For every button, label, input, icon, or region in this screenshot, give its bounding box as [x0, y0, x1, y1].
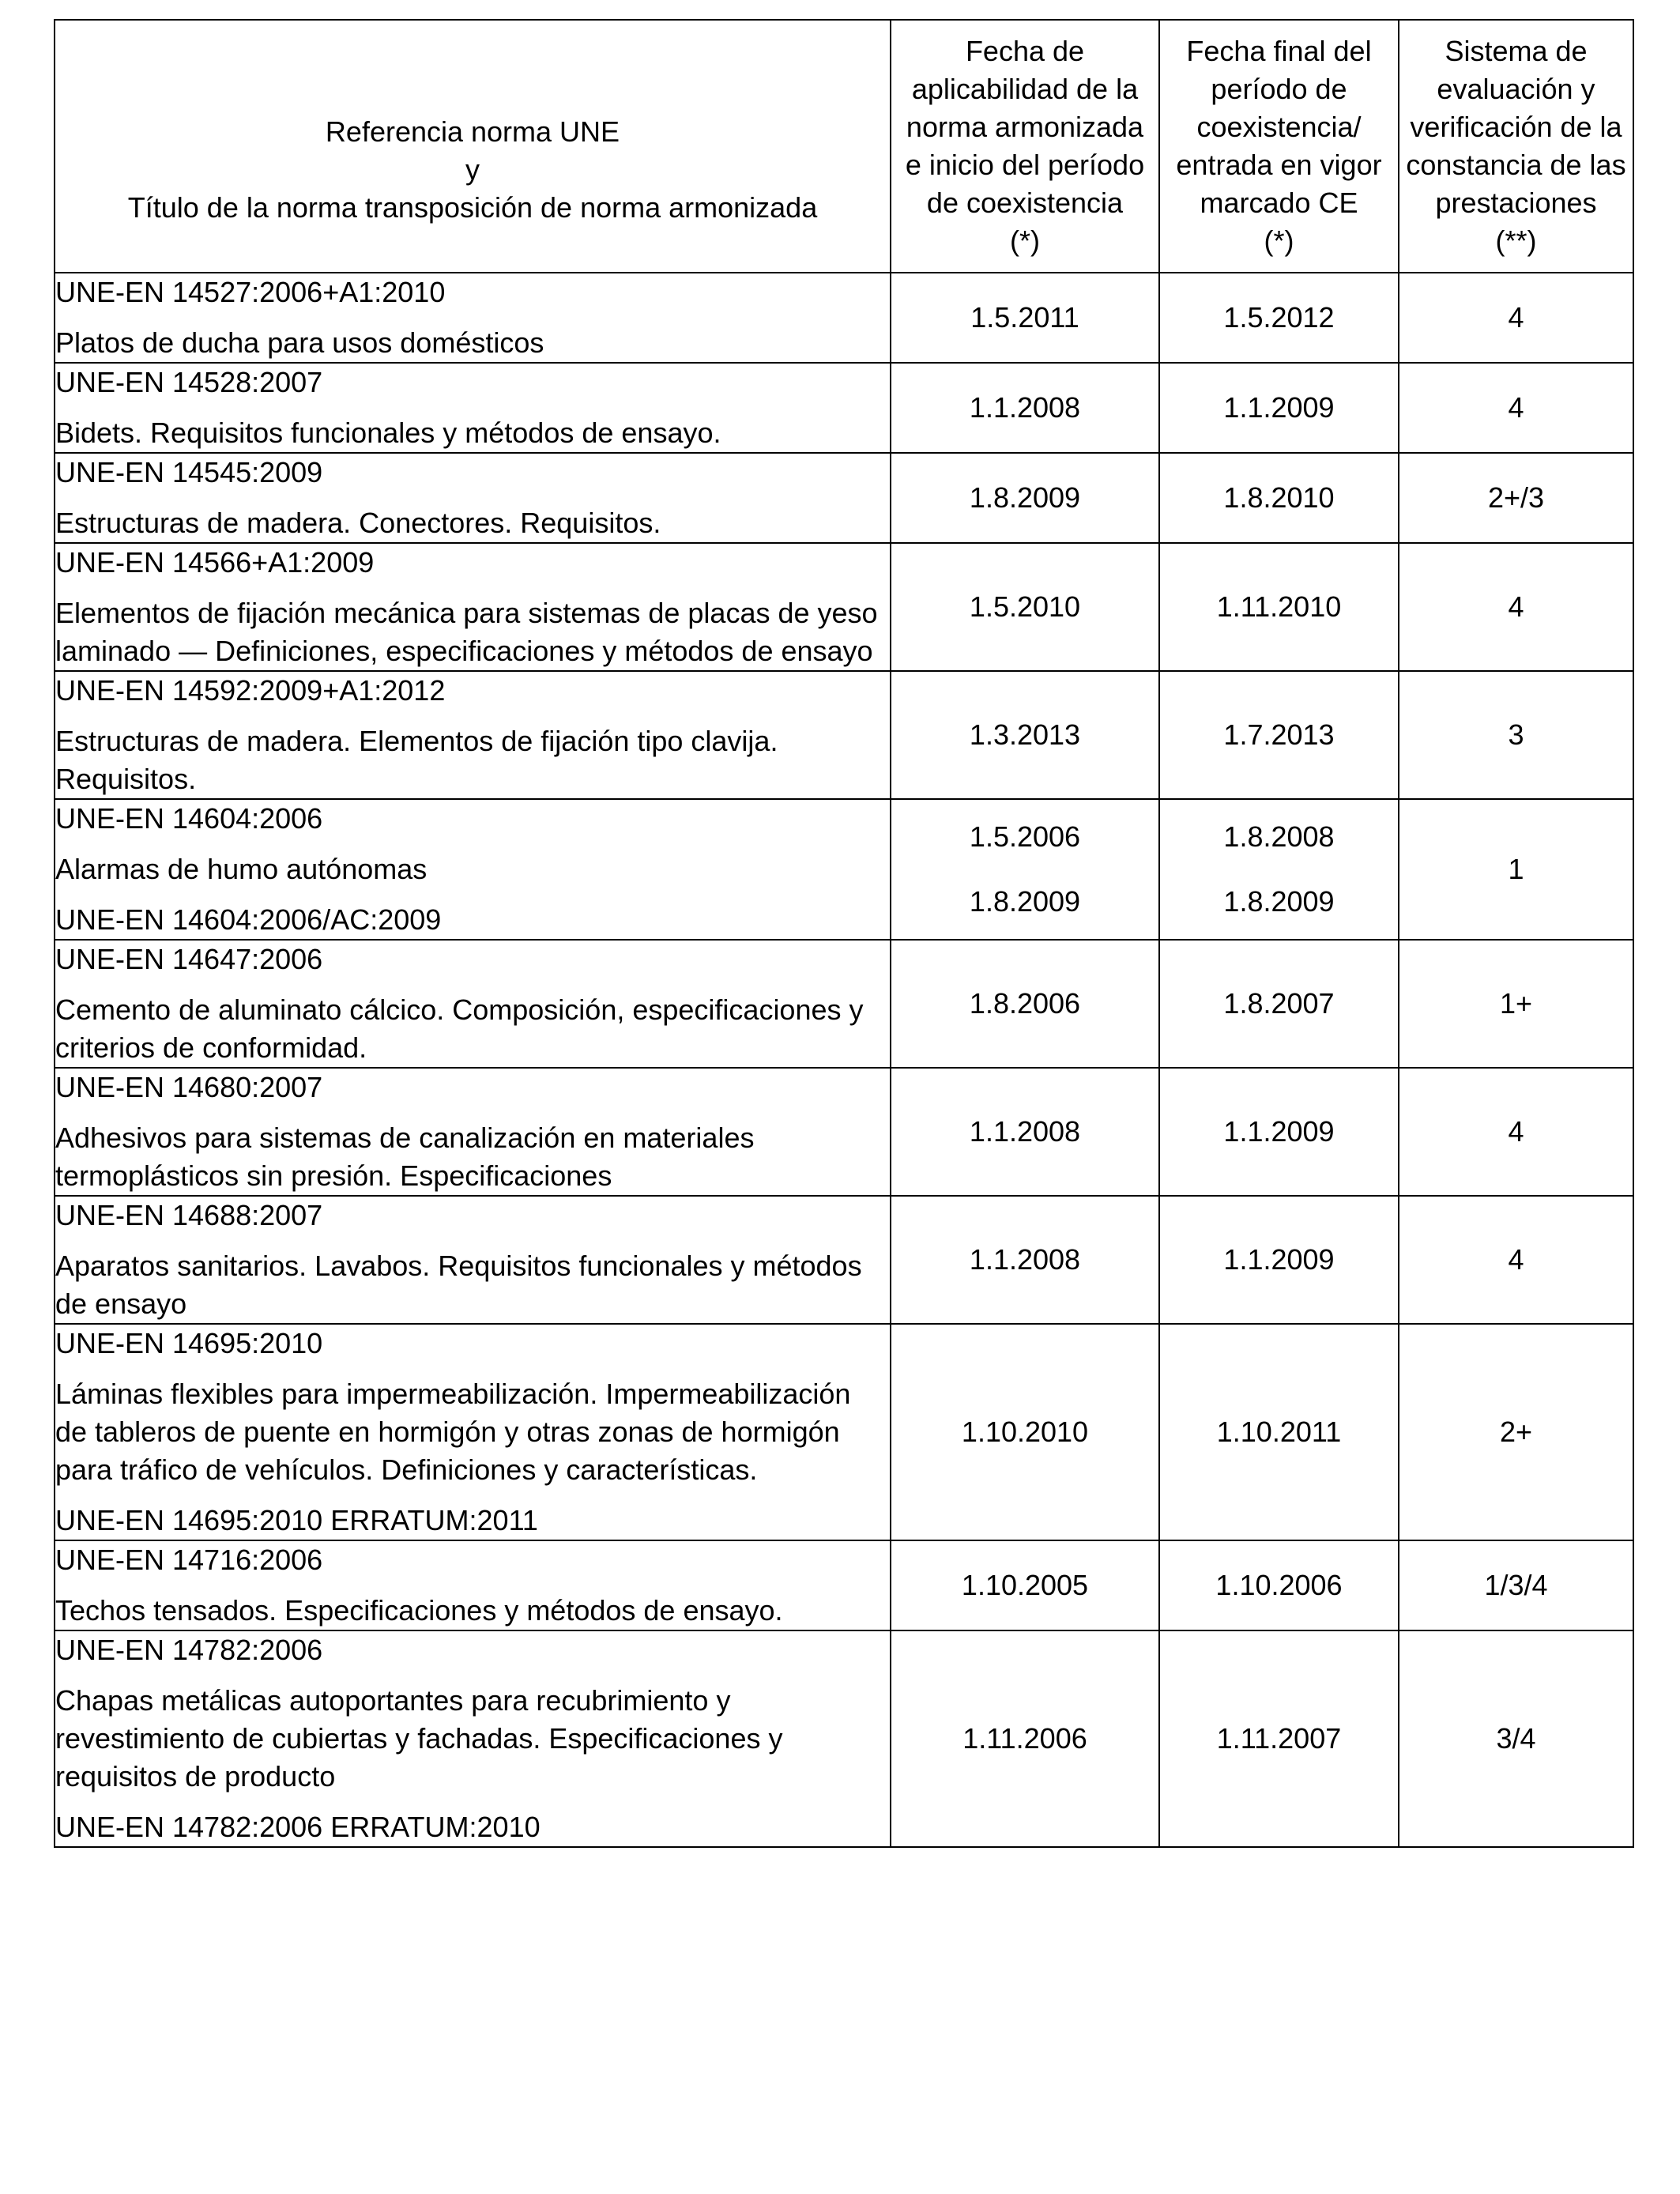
applicability-date: 1.3.2013	[891, 671, 1159, 799]
table-row	[55, 273, 1633, 363]
coexistence-end-date: 1.10.2011	[1159, 1324, 1399, 1540]
standard-reference: UNE-EN 14647:2006	[55, 943, 323, 975]
table-row	[55, 543, 1633, 671]
standard-cell	[55, 671, 891, 799]
table-row	[55, 1540, 1633, 1630]
standard-cell	[55, 363, 891, 453]
table-row	[55, 1196, 1633, 1324]
table-row	[55, 940, 1633, 1068]
assessment-system: 1/3/4	[1399, 1540, 1633, 1630]
standard-title: Elementos de fijación mecánica para sistemas de placas de yeso laminado — Definiciones, especificaciones y métodos de ensayo	[55, 597, 878, 667]
coexistence-end-date: 1.11.2010	[1159, 543, 1399, 671]
coexistence-end-date: 1.1.2009	[1159, 363, 1399, 453]
standard-title: Techos tensados. Especificaciones y métodos de ensayo.	[55, 1594, 783, 1627]
table-row	[55, 671, 1633, 799]
coexistence-end-date-cell	[1159, 799, 1399, 940]
assessment-system: 1	[1399, 799, 1633, 940]
standard-reference: UNE-EN 14527:2006+A1:2010	[55, 276, 446, 308]
standard-reference: UNE-EN 14592:2009+A1:2012	[55, 674, 446, 707]
applicability-date: 1.1.2008	[891, 1068, 1159, 1196]
coexistence-end-date: 1.10.2006	[1159, 1540, 1399, 1630]
standard-reference: UNE-EN 14782:2006	[55, 1634, 323, 1666]
coexistence-end-date: 1.11.2007	[1159, 1630, 1399, 1847]
standard-erratum: UNE-EN 14782:2006 ERRATUM:2010	[55, 1811, 541, 1843]
applicability-date: 1.10.2005	[891, 1540, 1159, 1630]
standard-title: Platos de ducha para usos domésticos	[55, 326, 544, 359]
coexistence-end-date: 1.7.2013	[1159, 671, 1399, 799]
table-row	[55, 363, 1633, 453]
standard-reference: UNE-EN 14716:2006	[55, 1544, 323, 1576]
standard-title: Láminas flexibles para impermeabilización. Impermeabilización de tableros de puente en hormigón y otras zonas de hormigón para tráfico de vehículos. Definiciones y características.	[55, 1378, 851, 1486]
harmonized-standards-table	[54, 19, 1634, 1848]
standard-title: Estructuras de madera. Conectores. Requisitos.	[55, 507, 661, 539]
standard-title: Estructuras de madera. Elementos de fijación tipo clavija. Requisitos.	[55, 725, 778, 795]
standard-cell	[55, 940, 891, 1068]
standard-title: Cemento de aluminato cálcico. Composición, especificaciones y criterios de conformidad.	[55, 993, 864, 1064]
standard-reference: UNE-EN 14680:2007	[55, 1071, 323, 1103]
table-row	[55, 453, 1633, 543]
amendment-applicability-date: 1.8.2009	[969, 885, 1081, 918]
applicability-date: 1.11.2006	[891, 1630, 1159, 1847]
assessment-system: 4	[1399, 363, 1633, 453]
applicability-date: 1.5.2010	[891, 543, 1159, 671]
coexistence-end-date: 1.8.2010	[1159, 453, 1399, 543]
assessment-system: 4	[1399, 273, 1633, 363]
header-applicability-date: Fecha de aplicabilidad de la norma armonizada e inicio del período de coexistencia (*)	[891, 20, 1159, 273]
applicability-date: 1.5.2006	[969, 820, 1081, 853]
standard-reference: UNE-EN 14695:2010	[55, 1327, 323, 1359]
applicability-date: 1.8.2009	[891, 453, 1159, 543]
header-reference: Referencia norma UNE y Título de la norma transposición de norma armonizada	[55, 20, 891, 273]
standard-reference: UNE-EN 14545:2009	[55, 456, 323, 488]
standard-title: Alarmas de humo autónomas	[55, 853, 428, 885]
coexistence-end-date: 1.5.2012	[1159, 273, 1399, 363]
standard-cell	[55, 273, 891, 363]
coexistence-end-date: 1.1.2009	[1159, 1196, 1399, 1324]
standard-title: Chapas metálicas autoportantes para recubrimiento y revestimiento de cubiertas y fachadas. Especificaciones y requisitos de producto	[55, 1684, 783, 1793]
standard-erratum: UNE-EN 14695:2010 ERRATUM:2011	[55, 1504, 538, 1536]
standard-cell	[55, 1324, 891, 1540]
standard-title: Aparatos sanitarios. Lavabos. Requisitos funcionales y métodos de ensayo	[55, 1250, 862, 1320]
amendment-end-date: 1.8.2009	[1223, 885, 1335, 918]
assessment-system: 4	[1399, 1068, 1633, 1196]
standard-cell	[55, 543, 891, 671]
assessment-system: 4	[1399, 1196, 1633, 1324]
standard-title: Bidets. Requisitos funcionales y métodos de ensayo.	[55, 417, 721, 449]
standard-cell	[55, 799, 891, 940]
assessment-system: 1+	[1399, 940, 1633, 1068]
table-header-row	[55, 20, 1633, 273]
standard-cell	[55, 1196, 891, 1324]
table-row	[55, 1630, 1633, 1847]
applicability-date: 1.8.2006	[891, 940, 1159, 1068]
table-row	[55, 1068, 1633, 1196]
standard-reference: UNE-EN 14688:2007	[55, 1199, 323, 1231]
applicability-date-cell	[891, 799, 1159, 940]
assessment-system: 3	[1399, 671, 1633, 799]
coexistence-end-date: 1.1.2009	[1159, 1068, 1399, 1196]
table-row	[55, 1324, 1633, 1540]
standard-reference: UNE-EN 14566+A1:2009	[55, 546, 375, 579]
assessment-system: 3/4	[1399, 1630, 1633, 1847]
applicability-date: 1.10.2010	[891, 1324, 1159, 1540]
assessment-system: 2+/3	[1399, 453, 1633, 543]
assessment-system: 2+	[1399, 1324, 1633, 1540]
applicability-date: 1.5.2011	[891, 273, 1159, 363]
standard-cell	[55, 453, 891, 543]
coexistence-end-date: 1.8.2008	[1223, 820, 1335, 853]
standard-reference: UNE-EN 14604:2006	[55, 802, 323, 835]
coexistence-end-date: 1.8.2007	[1159, 940, 1399, 1068]
standard-reference: UNE-EN 14528:2007	[55, 366, 323, 398]
standard-cell	[55, 1068, 891, 1196]
standard-amendment: UNE-EN 14604:2006/AC:2009	[55, 903, 442, 936]
standard-cell	[55, 1630, 891, 1847]
header-assessment-system: Sistema de evaluación y verificación de la constancia de las prestaciones (**)	[1399, 20, 1633, 273]
header-end-date: Fecha final del período de coexistencia/ entrada en vigor marcado CE (*)	[1159, 20, 1399, 273]
applicability-date: 1.1.2008	[891, 1196, 1159, 1324]
standard-title: Adhesivos para sistemas de canalización en materiales termoplásticos sin presión. Especificaciones	[55, 1122, 755, 1192]
table-row	[55, 799, 1633, 940]
standard-cell	[55, 1540, 891, 1630]
applicability-date: 1.1.2008	[891, 363, 1159, 453]
assessment-system: 4	[1399, 543, 1633, 671]
